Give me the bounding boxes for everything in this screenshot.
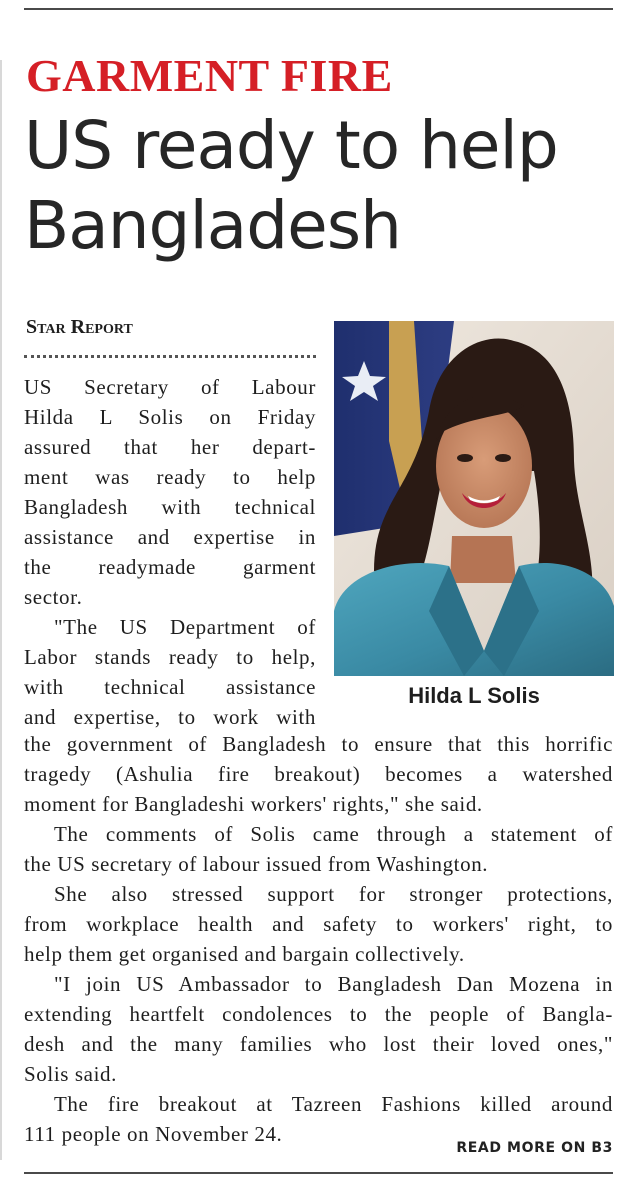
body-line: the US secretary of labour issued from Washington. [24,852,489,876]
body-line: Solis said. [24,1062,117,1086]
article-body-wide [24,729,613,1149]
article-body-narrow [24,372,316,732]
top-rule [24,8,613,10]
portrait-photo [334,321,614,676]
headline-line: US ready to help [24,107,558,184]
read-more-link[interactable]: READ MORE ON B3 [456,1140,613,1156]
body-line: 111 people on November 24. [24,1122,283,1146]
body-line: assistance and expertise in [24,525,316,549]
body-line: and expertise, to work with [24,705,316,729]
body-line: extending heartfelt condolences to the people of Bangla- [24,1002,613,1026]
body-line: sector. [24,585,83,609]
body-line: "The US Department of [54,615,316,639]
body-line: The comments of Solis came through a statement of [54,822,613,846]
body-line: from workplace health and safety to workers' right, to [24,912,613,936]
body-line: She also stressed support for stronger protections, [54,882,613,906]
body-line: Labor stands ready to help, [24,645,316,669]
body-line: moment for Bangladeshi workers' rights," she said. [24,792,483,816]
body-line: help them get organised and bargain collectively. [24,942,465,966]
body-line: The fire breakout at Tazreen Fashions killed around [54,1092,613,1116]
body-line: assured that her depart- [24,435,316,459]
byline-divider [24,355,316,358]
byline: Star Report [26,316,133,338]
body-line: ment was ready to help [24,465,316,489]
column-edge [0,60,2,1160]
body-line: with technical assistance [24,675,316,699]
bottom-rule [24,1172,613,1174]
photo-caption: Hilda L Solis [408,683,540,708]
body-line: desh and the many families who lost their loved ones," [24,1032,613,1056]
body-line: "I join US Ambassador to Bangladesh Dan Mozena in [54,972,613,996]
body-line: the readymade garment [24,555,316,579]
headline-line: Bangladesh [24,187,401,264]
body-line: US Secretary of Labour [24,375,316,399]
body-line: tragedy (Ashulia fire breakout) becomes a watershed [24,762,613,786]
kicker: GARMENT FIRE [26,50,393,101]
body-line: the government of Bangladesh to ensure that this horrific [24,732,613,756]
body-line: Hilda L Solis on Friday [24,405,316,429]
body-line: Bangladesh with technical [24,495,316,519]
headline [24,106,619,266]
